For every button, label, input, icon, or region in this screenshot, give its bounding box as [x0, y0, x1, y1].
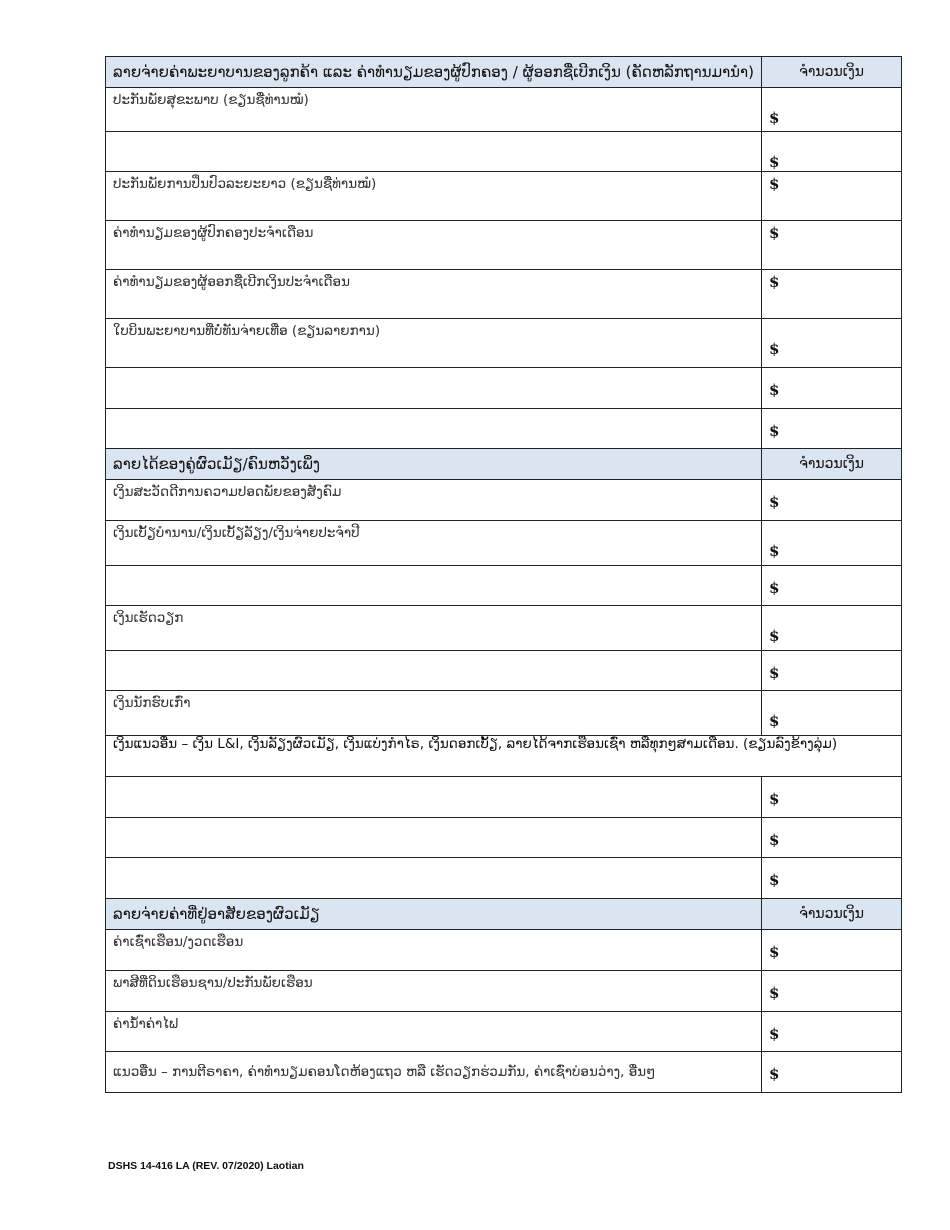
section-title: ລາຍຈ່າຍຄ່າພະຍາບານຂອງລູກຄ້າ ແລະ ຄ່າທໍານຽມຂອງຜູ້ປົກຄອງ / ຜູ້ອອກຊື່ເບີກເງິນ (ຄັດຫລັກຖານມານໍາ) [106, 57, 762, 88]
row-label: ຄ່ານໍ້າຄ່າໄຟ [106, 1012, 762, 1052]
amount-field[interactable]: $ [762, 368, 902, 409]
table-row [106, 651, 902, 691]
row-label[interactable] [106, 777, 762, 818]
table-row [106, 930, 902, 971]
table-row [106, 319, 902, 368]
table-row [106, 270, 902, 319]
amount-field[interactable]: $ [762, 319, 902, 368]
amount-field[interactable]: $ [762, 930, 902, 971]
row-label[interactable] [106, 132, 762, 172]
table-row [106, 858, 902, 899]
amount-field[interactable]: $ [762, 818, 902, 858]
table-row [106, 172, 902, 221]
row-label: ແນວອື່ນ – ການຕີຣາຄາ, ຄ່າທໍານຽມຄອນໂດຫ້ອງແຖວ ຫລື ເຮັດວຽກຮ່ວມກັນ, ຄ່າເຊົ່າບ່ອນວ່າງ, ອື່ນໆ [106, 1052, 762, 1093]
table-row [106, 818, 902, 858]
row-label: ຄ່າເຊົ່າເຮືອນ/ງວດເຮືອນ [106, 930, 762, 971]
table-row [106, 1052, 902, 1093]
table-row [106, 132, 902, 172]
amount-field[interactable]: $ [762, 566, 902, 606]
amount-column-header: ຈໍານວນເງິນ [762, 57, 902, 88]
row-label[interactable] [106, 409, 762, 449]
row-label: ຄ່າທໍານຽມຂອງຜູ້ອອກຊື່ເບີກເງິນປະຈໍາເດືອນ [106, 270, 762, 319]
form-footer-id: DSHS 14-416 LA (REV. 07/2020) Laotian [108, 1160, 304, 1172]
amount-field[interactable]: $ [762, 132, 902, 172]
row-label: ເງິນເບັ້ຽບໍານານ/ເງິນເບັ້ຽລັຽງ/ເງິນຈ່າຍປະຈໍາປີ [106, 521, 762, 566]
amount-field[interactable]: $ [762, 606, 902, 651]
row-label[interactable] [106, 566, 762, 606]
amount-field[interactable]: $ [762, 521, 902, 566]
amount-field[interactable]: $ [762, 172, 902, 221]
amount-field[interactable]: $ [762, 691, 902, 736]
amount-column-header: ຈໍານວນເງິນ [762, 899, 902, 930]
table-row [106, 221, 902, 270]
row-label[interactable] [106, 818, 762, 858]
amount-field[interactable]: $ [762, 971, 902, 1012]
amount-field[interactable]: $ [762, 409, 902, 449]
amount-field[interactable]: $ [762, 777, 902, 818]
section-title: ລາຍໄດ້ຂອງຄູ່ຜົວເມັຽ/ຄົນຫວັງເພິ່ງ [106, 449, 762, 480]
amount-field[interactable]: $ [762, 88, 902, 132]
section-header-medical [106, 57, 902, 88]
table-row-note [106, 736, 902, 777]
other-income-note: ເງິນແນວອື່ນ – ເງິນ L&I, ເງິນລັຽງຜົວເມັຽ, ເງິນແບ່ງກໍາໄຣ, ເງິນດອກເບັ້ຽ, ລາຍໄດ້ຈາກເຮືອນເຊົ່າ ຫລືທຸກໆສາມເດືອນ. (ຂຽນລົງຂ້າງລຸ່ມ) [106, 736, 902, 777]
amount-field[interactable]: $ [762, 651, 902, 691]
table-row [106, 521, 902, 566]
row-label: ເງິນນັກຮົບເກົ່າ [106, 691, 762, 736]
amount-field[interactable]: $ [762, 858, 902, 899]
table-row [106, 368, 902, 409]
section-header-housing [106, 899, 902, 930]
table-row [106, 88, 902, 132]
amount-field[interactable]: $ [762, 270, 902, 319]
table-row [106, 1012, 902, 1052]
expense-income-table [105, 56, 902, 1093]
row-label: ໃບບິນພະຍາບານທີ່ບໍ່ທັນຈ່າຍເທື່ອ (ຂຽນລາຍການ) [106, 319, 762, 368]
table-row [106, 777, 902, 818]
table-row [106, 480, 902, 521]
amount-field[interactable]: $ [762, 1052, 902, 1093]
table-row [106, 691, 902, 736]
amount-field[interactable]: $ [762, 1012, 902, 1052]
table-row [106, 606, 902, 651]
row-label: ພາສີທີ່ດິນເຮືອນຊານ/ປະກັນພັຍເຮືອນ [106, 971, 762, 1012]
table-row [106, 971, 902, 1012]
row-label: ເງິນເຮັດວຽກ [106, 606, 762, 651]
row-label[interactable] [106, 858, 762, 899]
row-label: ປະກັນພັຍສຸຂະພາບ (ຂຽນຊື່ທ່ານໝໍ) [106, 88, 762, 132]
amount-column-header: ຈໍານວນເງິນ [762, 449, 902, 480]
row-label: ເງິນສະວັດດີການຄວາມປອດພັຍຂອງສັງຄົມ [106, 480, 762, 521]
amount-field[interactable]: $ [762, 221, 902, 270]
section-header-income [106, 449, 902, 480]
amount-field[interactable]: $ [762, 480, 902, 521]
table-row [106, 566, 902, 606]
row-label: ຄ່າທໍານຽມຂອງຜູ້ປົກຄອງປະຈໍາເດືອນ [106, 221, 762, 270]
row-label: ປະກັນພັຍການປິ່ນປົວລະຍະຍາວ (ຂຽນຊື່ທ່ານໝໍ) [106, 172, 762, 221]
row-label[interactable] [106, 651, 762, 691]
section-title: ລາຍຈ່າຍຄ່າທີ່ຢູ່ອາສັຍຂອງຜົວເມັຽ [106, 899, 762, 930]
table-row [106, 409, 902, 449]
row-label[interactable] [106, 368, 762, 409]
